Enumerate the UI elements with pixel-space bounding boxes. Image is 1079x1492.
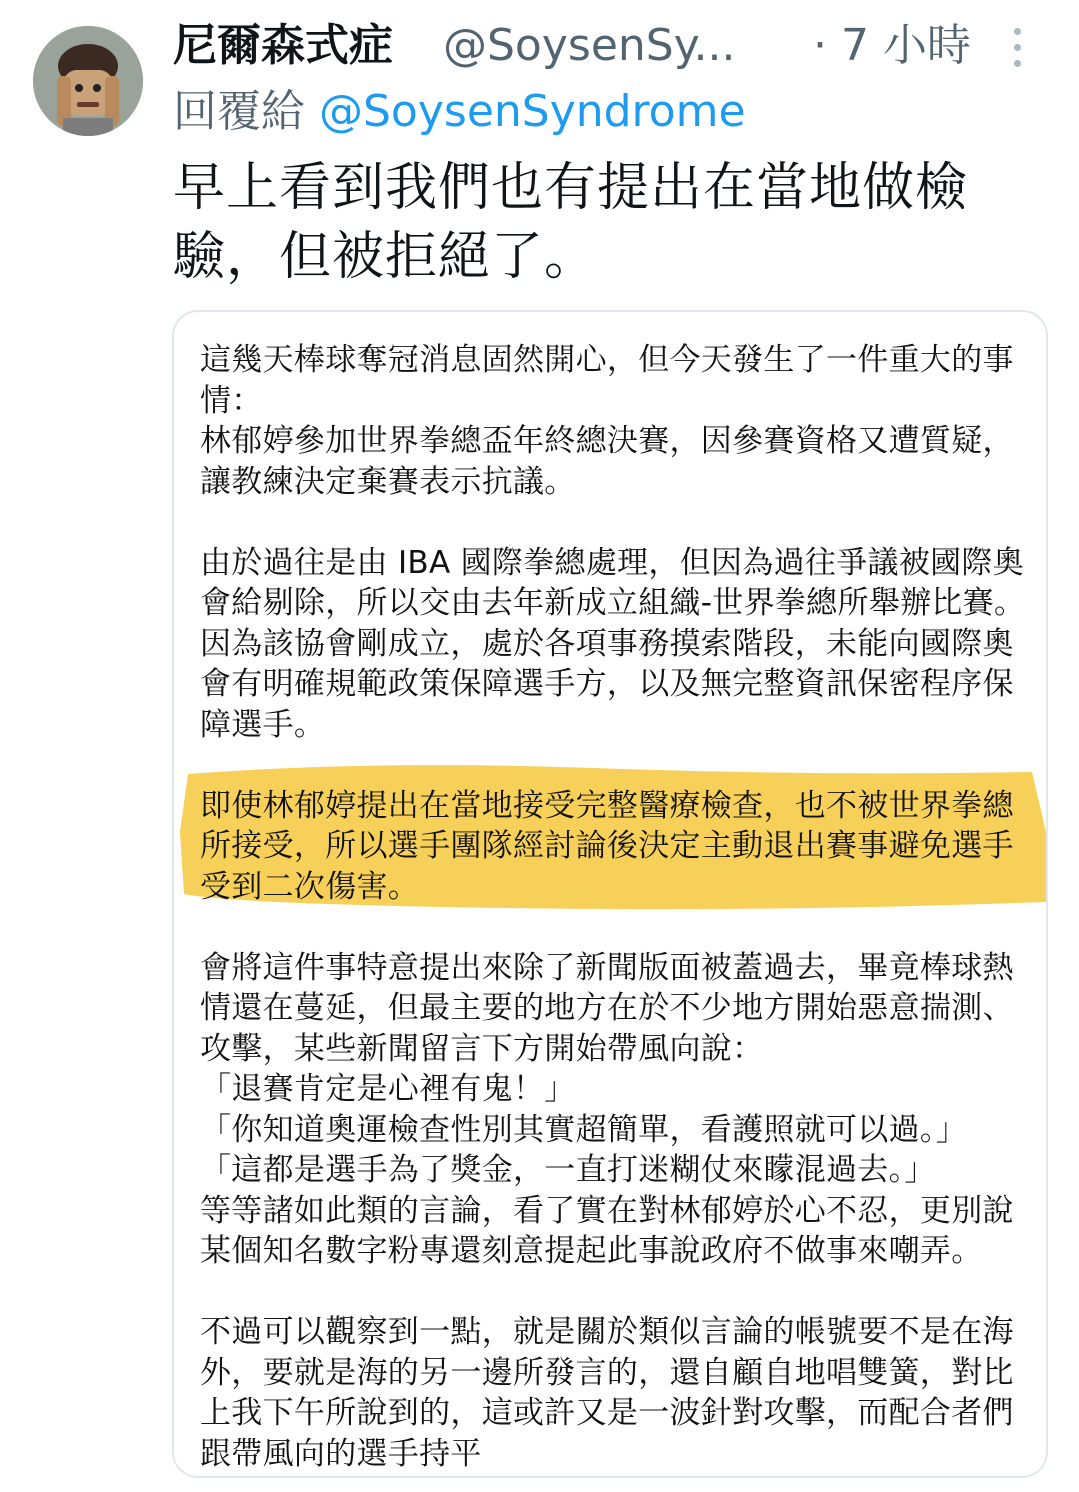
doc-paragraph: 這幾天棒球奪冠消息固然開心，但今天發生了一件重大的事情： 林郁婷參加世界拳總盃年終總決賽，因參賽資格又遭質疑，讓教練決定棄賽表示抗議。 (200, 342, 1014, 500)
tweet-header (173, 14, 1053, 78)
tweet-timestamp[interactable]: · 7 小時 (813, 20, 971, 71)
document-text (200, 340, 1030, 1474)
author-name[interactable]: 尼爾森式症 (173, 20, 393, 71)
doc-paragraph: 不過可以觀察到一點，就是關於類似言論的帳號要不是在海外，要就是海的另一邊所發言的，還自顧自地唱雙簧，對比上我下午所說到的，這或許又是一波針對攻擊，而配合者們跟帶風向的選手持平 (200, 1314, 1014, 1472)
avatar-illustration-icon (33, 26, 143, 136)
doc-paragraph: 會將這件事特意提出來除了新聞版面被蓋過去，畢竟棒球熱情還在蔓延，但最主要的地方在於不少地方開始惡意揣測、攻擊，某些新聞留言下方開始帶風向說： 「退賽肯定是心裡有鬼！」 「你知道奧運檢查性別其實超簡單，看護照就可以過。」 「這都是選手為了獎金，一直打迷糊仗來矇混過去。」 等等諸如此類的言論，看了實在對林郁婷於心不忍，更別說某個知名數字粉專還刻意提起此事說政府不做事來嘲弄。 (200, 949, 1014, 1269)
more-options-icon[interactable] (1011, 28, 1025, 68)
doc-paragraph-highlighted: 即使林郁婷提出在當地接受完整醫療檢查，也不被世界拳總所接受，所以選手團隊經討論後決定主動退出賽事避免選手受到二次傷害。 (200, 787, 1014, 905)
replying-to-line (173, 80, 746, 144)
replying-prefix: 回覆給 (173, 86, 305, 137)
author-avatar[interactable] (33, 26, 143, 136)
replying-to-mention[interactable]: @SoysenSyndrome (319, 86, 746, 137)
attached-image-card[interactable] (172, 310, 1048, 1478)
tweet-text: 早上看到我們也有提出在當地做檢驗，但被拒絕了。 (173, 158, 969, 287)
doc-paragraph: 由於過往是由 IBA 國際拳總處理，但因為過往爭議被國際奧會給剔除，所以交由去年新成立組織-世界拳總所舉辦比賽。因為該協會剛成立，處於各項事務摸索階段，未能向國際奧會有明確規範政策保障選手方，以及無完整資訊保密程序保障選手。 (200, 544, 1026, 743)
author-handle[interactable]: @SoysenSy... (443, 20, 736, 71)
